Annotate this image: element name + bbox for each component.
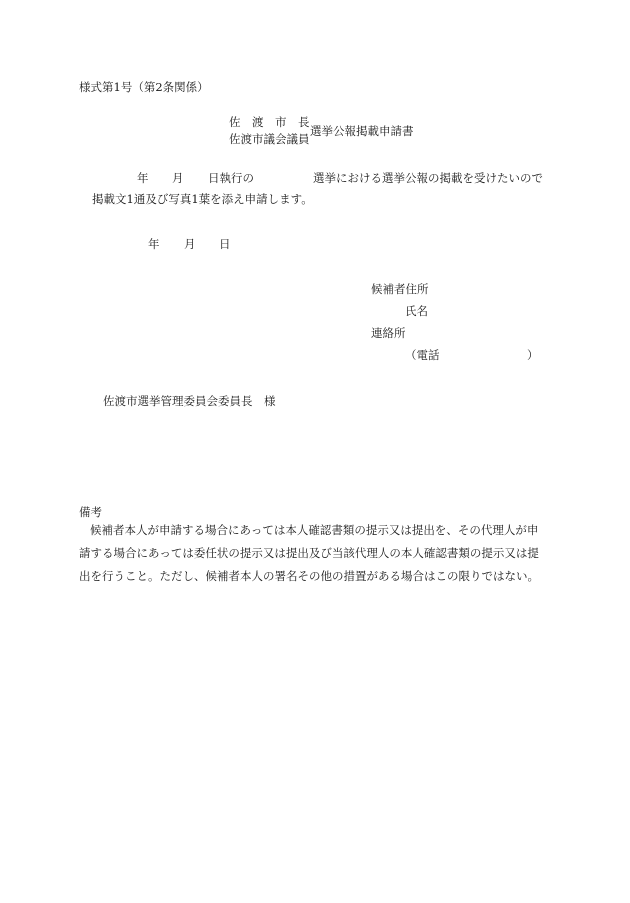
applicant-name-label: 氏名 [405,304,428,318]
form-number: 様式第1号（第2条関係） [79,80,209,94]
applicant-phone-open: （電話 [405,348,440,362]
body-year: 年 [137,171,149,185]
remarks-text: 候補者本人が申請する場合にあっては本人確認書類の提示又は提出を、その代理人が申請する場合にあっては委任状の提示又は提出及び当該代理人の本人確認書類の提示又は提出を行うこと。ただし、候補者本人の署名その他の措置がある場合はこの限りではない。 [79,523,539,583]
addressee-mayor: 佐 渡 市 長 [229,115,310,129]
applicant-phone-close: ） [527,348,539,362]
applicant-contact-label: 連絡所 [371,326,406,340]
body-election-text: 選挙における選挙公報の掲載を受けたいので [313,171,543,185]
body-line-2: 掲載文1通及び写真1葉を添え申請します。 [92,192,313,206]
date-day: 日 [219,237,231,251]
addressee-council-member: 佐渡市議会議員 [229,132,310,146]
addressee-election-committee: 佐渡市選挙管理委員会委員長 様 [103,394,276,408]
body-month: 月 [172,171,184,185]
date-year: 年 [148,237,160,251]
body-day-exec: 日執行の [208,171,254,185]
remarks-heading: 備考 [79,505,102,519]
applicant-address-label: 候補者住所 [371,282,429,296]
date-month: 月 [184,237,196,251]
document-title: 選挙公報掲載申請書 [310,124,414,138]
